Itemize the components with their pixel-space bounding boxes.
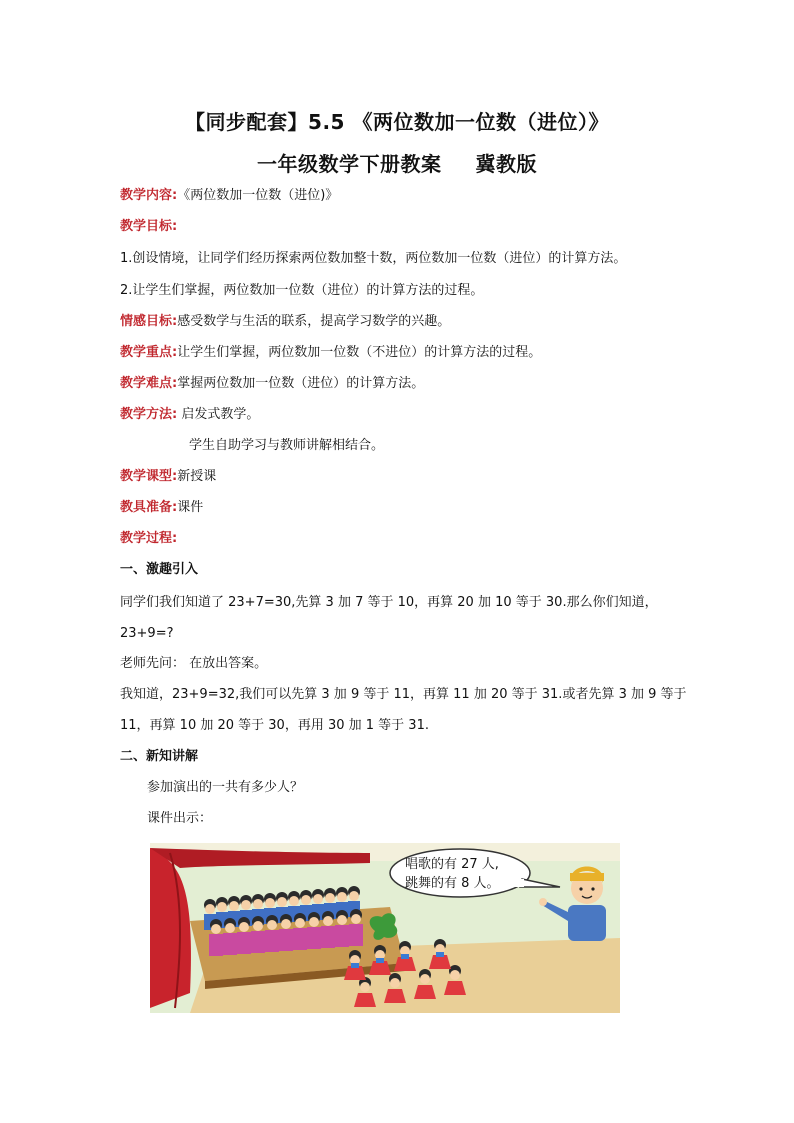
section-1-paragraph-2: 老师先问： 在放出答案。 — [120, 656, 268, 671]
section-1-paragraph-1b: 23+9=? — [120, 626, 174, 641]
bubble-line-1: 唱歌的有 27 人, — [405, 857, 499, 872]
tools-text: 课件 — [177, 500, 204, 515]
emotion-goal — [120, 313, 450, 331]
section-1-heading: 一、激趣引入 — [120, 562, 199, 577]
teaching-tools — [120, 499, 203, 517]
emotion-goal-text: 感受数学与生活的联系，提高学习数学的兴趣。 — [177, 314, 451, 329]
lesson-type-label: 教学课型: — [120, 469, 178, 484]
section-2-question: 参加演出的一共有多少人？ — [147, 780, 304, 795]
document-title: 【同步配套】5.5 《两位数加一位数（进位）》 — [185, 110, 609, 134]
difficulty-label: 教学难点: — [120, 376, 178, 391]
teaching-goal-2: 2.让学生们掌握，两位数加一位数（进位）的计算方法的过程。 — [120, 283, 484, 298]
difficulty-text: 掌握两位数加一位数（进位）的计算方法。 — [177, 376, 425, 391]
method-text-1: 启发式教学。 — [181, 407, 260, 422]
method-text-2: 学生自助学习与教师讲解相结合。 — [189, 438, 385, 453]
bubble-line-2: 跳舞的有 8 人。 — [405, 876, 500, 891]
teaching-method — [120, 406, 259, 424]
lesson-type — [120, 468, 216, 486]
key-point-text: 让学生们掌握，两位数加一位数（不进位）的计算方法的过程。 — [177, 345, 542, 360]
tools-label: 教具准备: — [120, 500, 178, 515]
teaching-content-text: 《两位数加一位数（进位)》 — [177, 188, 339, 203]
subtitle-grade: 一年级数学下册教案 — [257, 152, 442, 176]
teaching-goal-1: 1.创设情境，让同学们经历探索两位数加整十数，两位数加一位数（进位）的计算方法。 — [120, 251, 627, 266]
emotion-goal-label: 情感目标: — [120, 314, 178, 329]
lesson-type-text: 新授课 — [177, 469, 217, 484]
section-1-paragraph-3b: 11，再算 10 加 20 等于 30，再用 30 加 1 等于 31. — [120, 718, 429, 733]
teaching-content — [120, 187, 338, 205]
teaching-goals-label: 教学目标: — [120, 219, 178, 234]
teaching-key-point — [120, 344, 541, 362]
section-1-paragraph-3: 我知道，23+9=32,我们可以先算 3 加 9 等于 11，再算 11 加 20 等于 31.或者先算 3 加 9 等于 — [120, 687, 687, 702]
teaching-content-label: 教学内容: — [120, 188, 178, 203]
section-2-courseware: 课件出示： — [147, 811, 213, 826]
process-label: 教学过程: — [120, 531, 178, 546]
plant — [370, 913, 398, 940]
key-point-label: 教学重点: — [120, 345, 178, 360]
document-subtitle — [0, 148, 794, 177]
stage-illustration-svg — [150, 843, 620, 1013]
method-label: 教学方法: — [120, 407, 178, 422]
section-1-paragraph-1: 同学们我们知道了 23+7=30,先算 3 加 7 等于 10，再算 20 加 10 等于 30.那么你们知道， — [120, 595, 658, 610]
section-2-heading: 二、新知讲解 — [120, 749, 199, 764]
teaching-difficulty — [120, 375, 424, 393]
stage-illustration — [150, 843, 620, 1013]
subtitle-edition: 冀教版 — [475, 152, 537, 176]
